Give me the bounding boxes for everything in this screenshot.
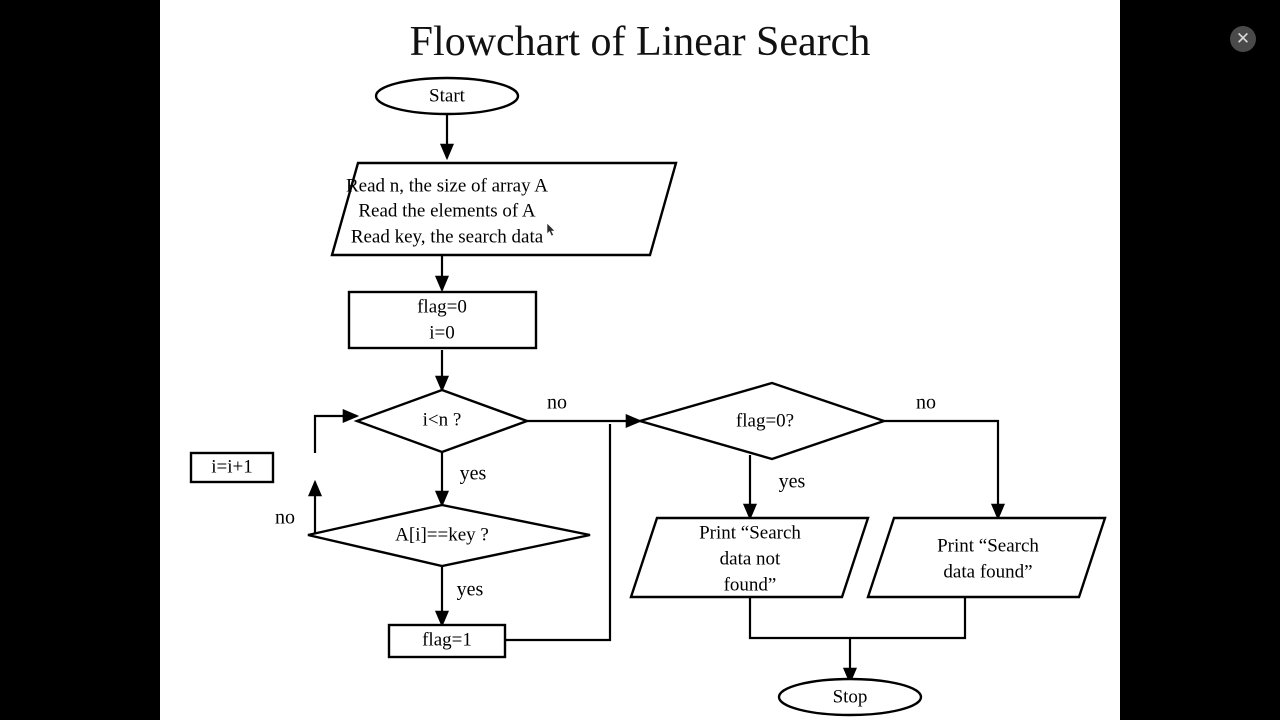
edge-label-yes-i-less-n: yes — [459, 462, 487, 485]
node-read-line2: Read the elements of A — [358, 200, 536, 222]
connector-printfound-to-stop — [850, 597, 965, 638]
node-print-found-line1: Print “Search — [937, 535, 1039, 557]
edge-label-no-match: no — [275, 506, 295, 529]
node-increment-label: i=i+1 — [211, 456, 253, 478]
flowchart-diagram — [160, 0, 1120, 720]
node-print-found-line2: data found” — [943, 561, 1033, 583]
node-initialize-line1: flag=0 — [417, 296, 467, 318]
node-set-flag-label: flag=1 — [422, 629, 472, 651]
edge-label-no-flag: no — [916, 391, 936, 414]
node-print-not-found-line3: found” — [723, 574, 777, 596]
node-print-not-found-line1: Print “Search — [699, 522, 801, 544]
close-button[interactable]: ✕ — [1230, 26, 1256, 52]
connector-flagcheck-no-to-printfound — [884, 421, 998, 518]
node-decision-match-label: A[i]==key ? — [395, 524, 489, 546]
node-read-line3: Read key, the search data — [350, 226, 544, 248]
node-decision-flag-zero-label: flag=0? — [735, 410, 795, 432]
node-stop-label: Stop — [832, 686, 868, 708]
node-read-line1: Read n, the size of array A — [345, 175, 549, 197]
slide-canvas — [160, 0, 1120, 720]
node-print-found[interactable] — [868, 518, 1105, 597]
page-title: Flowchart of Linear Search — [409, 19, 871, 65]
edge-label-no-i-less-n: no — [547, 391, 567, 414]
node-print-not-found-line2: data not — [719, 548, 781, 570]
edge-label-yes-match: yes — [456, 578, 484, 601]
connector-printnotfound-to-stop — [750, 597, 850, 638]
node-decision-i-less-n-label: i<n ? — [422, 409, 462, 431]
node-start-label: Start — [429, 85, 465, 107]
connector-increment-to-cond — [315, 416, 357, 453]
edge-label-yes-flag: yes — [778, 470, 806, 493]
node-initialize-line2: i=0 — [429, 322, 455, 344]
